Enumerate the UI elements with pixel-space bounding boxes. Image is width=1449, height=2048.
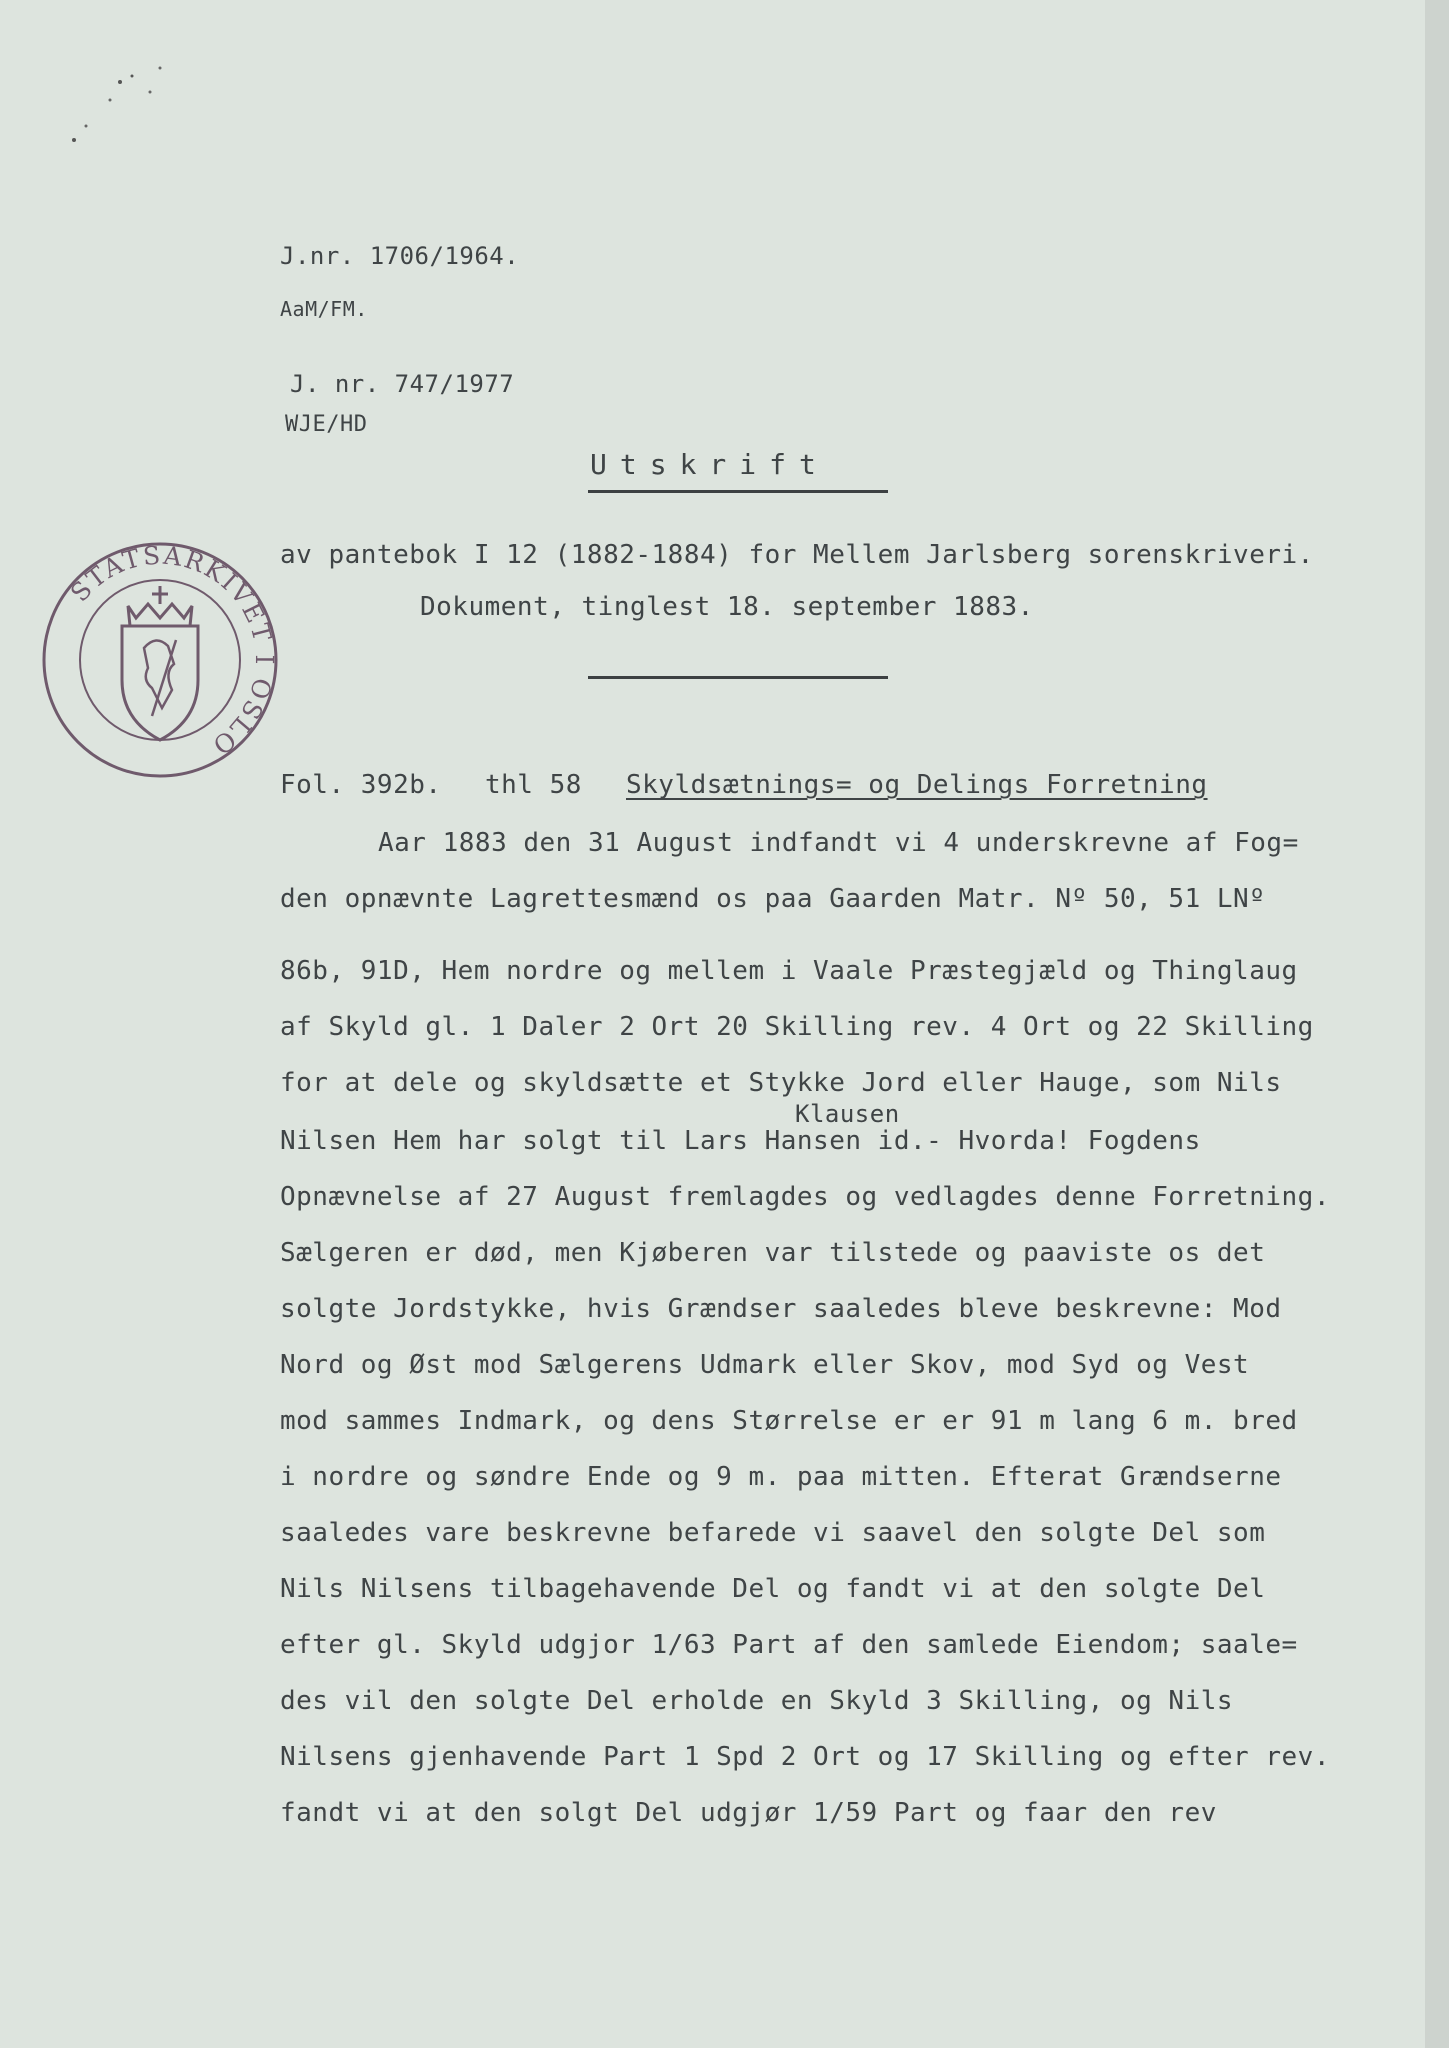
scan-edge [1425,0,1449,2048]
body-line-4: af Skyld gl. 1 Daler 2 Ort 20 Skilling rev. 4 Ort og 22 Skilling [280,1012,1314,1042]
initials-1977: WJE/HD [285,412,368,437]
body-line-6: Nilsen Hem har solgt til Lars Hansen id.- Hvorda! Fogdens [280,1126,1201,1156]
archive-stamp [40,540,280,780]
body-line-18: fandt vi at den solgt Del udgjør 1/59 Part og faar den rev [280,1798,1217,1828]
subtitle-line-1: av pantebok I 12 (1882-1884) for Mellem Jarlsberg sorenskriveri. [280,540,1314,570]
section-divider [588,676,888,679]
journal-number-1964: J.nr. 1706/1964. [280,242,520,270]
body-line-12: i nordre og søndre Ende og 9 m. paa mitten. Efterat Grændserne [280,1462,1282,1492]
title-underline [588,490,888,493]
body-line-13: saaledes vare beskrevne befarede vi saavel den solgte Del som [280,1518,1266,1548]
body-line-11: mod sammes Indmark, og dens Størrelse er er 91 m lang 6 m. bred [280,1406,1298,1436]
body-line-14: Nils Nilsens tilbagehavende Del og fandt vi at den solgte Del [280,1574,1266,1604]
scan-specks [50,60,190,150]
document-title: Utskrift [590,448,829,481]
subtitle-line-2: Dokument, tinglest 18. september 1883. [420,592,1034,622]
body-line-16: des vil den solgte Del erholde en Skyld 3 Skilling, og Nils [280,1686,1234,1716]
body-line-9: solgte Jordstykke, hvis Grændser saaledes bleve beskrevne: Mod [280,1294,1282,1324]
body-line-10: Nord og Øst mod Sælgerens Udmark eller Skov, mod Syd og Vest [280,1350,1250,1380]
initials-1964: AaM/FM. [280,297,368,321]
body-line-15: efter gl. Skyld udgjor 1/63 Part af den samlede Eiendom; saale= [280,1630,1298,1660]
body-line-17: Nilsens gjenhavende Part 1 Spd 2 Ort og 17 Skilling og efter rev. [280,1742,1330,1772]
body-line-2: den opnævnte Lagrettesmænd os paa Gaarden Matr. Nº 50, 51 LNº [280,884,1266,914]
stamp-lettering: STATSARKIVET I OSLO [64,540,280,762]
body-line-3: 86b, 91D, Hem nordre og mellem i Vaale Præstegjæld og Thinglaug [280,956,1298,986]
thl-reference: thl 58 [485,770,582,800]
body-line-8: Sælgeren er død, men Kjøberen var tilstede og paaviste os det [280,1238,1266,1268]
journal-number-1977: J. nr. 747/1977 [290,370,515,398]
body-line-1: Aar 1883 den 31 August indfandt vi 4 underskrevne af Fog= [378,828,1299,858]
document-heading: Skyldsætnings= og Delings Forretning [626,770,1208,800]
body-line-7: Opnævnelse af 27 August fremlagdes og vedlagdes denne Forretning. [280,1182,1330,1212]
body-line-5: for at dele og skyldsætte et Stykke Jord eller Hauge, som Nils [280,1068,1282,1098]
interlinear-insertion: Klausen [795,1100,900,1128]
coat-of-arms-icon [122,586,198,740]
folio-reference: Fol. 392b. [280,770,442,800]
